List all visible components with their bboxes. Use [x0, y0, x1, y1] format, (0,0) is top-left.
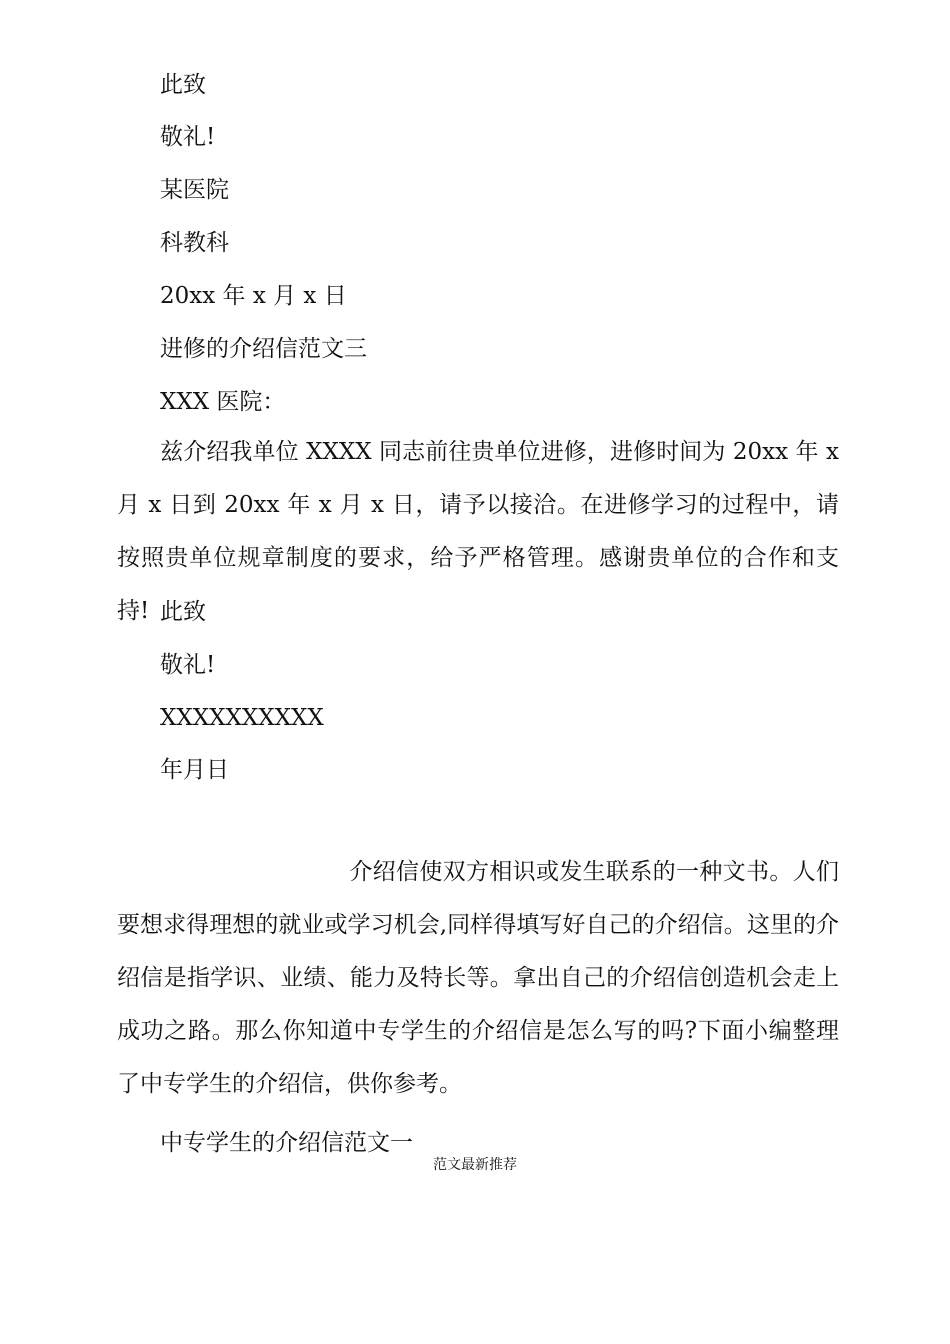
sender-organization: 某医院: [160, 177, 229, 203]
intro-paragraph-text: 介绍信使双方相识或发生联系的一种文书。人们要想求得理想的就业或学习机会,同样得填写好自己的介绍信。这里的介绍信是指学识、业绩、能力及特长等。拿出自己的介绍信创造机会走上成功之路。那么你知道中专学生的介绍信是怎么写的吗?下面小编整理了中专学生的介绍信，供你参考。: [117, 859, 839, 1097]
letter-date: 20xx 年 x 月 x 日: [160, 283, 347, 309]
letter-body-text: 兹介绍我单位 XXXX 同志前往贵单位进修，进修时间为 20xx 年 x 月 x 日到 20xx 年 x 月 x 日，请予以接洽。在进修学习的过程中，请按照贵单位规章制度的要求，给予严格管理。感谢贵单位的合作和支持!: [117, 439, 839, 624]
letter-body: [117, 426, 839, 638]
closing-line-2: 敬礼!: [160, 652, 216, 678]
letter-salutation: XXX 医院：: [160, 389, 286, 415]
sender-department: 科教科: [160, 230, 229, 256]
section-title: 进修的介绍信范文三: [160, 336, 367, 362]
closing-line-1: 此致: [160, 72, 206, 98]
section-title: 中专学生的介绍信范文一: [160, 1130, 413, 1156]
signer-name: XXXXXXXXXX: [160, 705, 324, 731]
letter-date: 年月日: [160, 757, 229, 783]
closing-line-1: 此致: [160, 599, 206, 625]
page-footer: 范文最新推荐: [433, 1157, 517, 1173]
intro-paragraph: [117, 846, 839, 1111]
closing-line-2: 敬礼!: [160, 124, 216, 150]
